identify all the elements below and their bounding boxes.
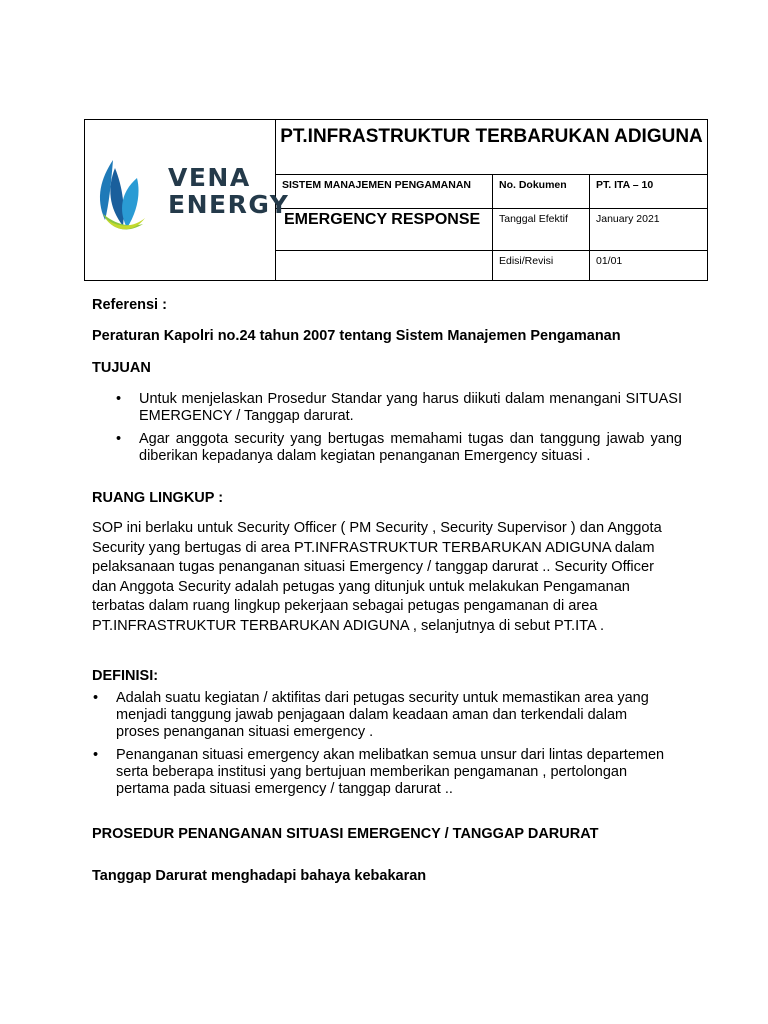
revision-label: Edisi/Revisi [493,251,590,281]
revision-value: 01/01 [590,251,708,281]
logo-line1: VENA [168,163,251,192]
effective-date-label: Tanggal Efektif [493,209,590,251]
effective-date-value: January 2021 [590,209,708,251]
logo-cell [85,120,290,281]
list-item: • Adalah suatu kegiatan / aktifitas dari petugas security untuk memastikan area yang menjadi tanggung jawab penjagaan dalam keadaan aman dan terkendali dalam proses penanganan situasi emergency . [93,690,673,741]
tujuan-list [116,391,682,471]
definisi-list [93,690,673,804]
definisi-heading: DEFINISI: [92,668,159,684]
list-item: • Agar anggota security yang bertugas memahami tugas dan tanggung jawab yang diberikan kepadanya dalam kegiatan penanganan Emergency situasi . [116,431,682,465]
leaf-icon [93,154,163,234]
document-header-table [84,119,708,281]
empty-cell [276,251,493,281]
logo-line2: ENERGY [168,190,290,219]
vena-energy-logo [93,154,290,230]
referensi-text: Peraturan Kapolri no.24 tahun 2007 tentang Sistem Manajemen Pengamanan [92,328,621,344]
list-item: • Untuk menjelaskan Prosedur Standar yang harus diikuti dalam menangani SITUASI EMERGENCY / Tanggap darurat. [116,391,682,425]
referensi-heading: Referensi : [92,297,167,313]
system-name: SISTEM MANAJEMEN PENGAMANAN [276,175,493,209]
list-item: • Penanganan situasi emergency akan melibatkan semua unsur dari lintas departemen serta beberapa institusi yang bertujuan memberikan pengamanan , pertolongan pertama pada situasi emergency / tanggap darurat .. [93,747,673,798]
doc-no-value: PT. ITA – 10 [590,175,708,209]
prosedur-subheading: Tanggap Darurat menghadapi bahaya kebakaran [92,868,427,884]
document-title: EMERGENCY RESPONSE [276,209,493,251]
doc-no-label: No. Dokumen [493,175,590,209]
company-name: PT.INFRASTRUKTUR TERBARUKAN ADIGUNA [276,120,708,175]
prosedur-heading: PROSEDUR PENANGANAN SITUASI EMERGENCY / TANGGAP DARURAT [92,826,599,842]
tujuan-heading: TUJUAN [92,360,151,376]
ruang-lingkup-heading: RUANG LINGKUP : [92,490,224,506]
ruang-lingkup-text: SOP ini berlaku untuk Security Officer ( PM Security , Security Supervisor ) dan Anggota Security yang bertugas di area PT.INFRASTRUKTUR TERBARUKAN ADIGUNA dalam pelaksanaan tugas penanganan situasi Emergency / tanggap darurat .. Security Officer dan Anggota Security adalah petugas yang ditunjuk untuk melakukan Pengamanan terbatas dalam ruang lingkup pekerjaan sebagai petugas pengamanan di area PT.INFRASTRUKTUR TERBARUKAN ADIGUNA , selanjutnya di sebut PT.ITA . [92,520,662,634]
